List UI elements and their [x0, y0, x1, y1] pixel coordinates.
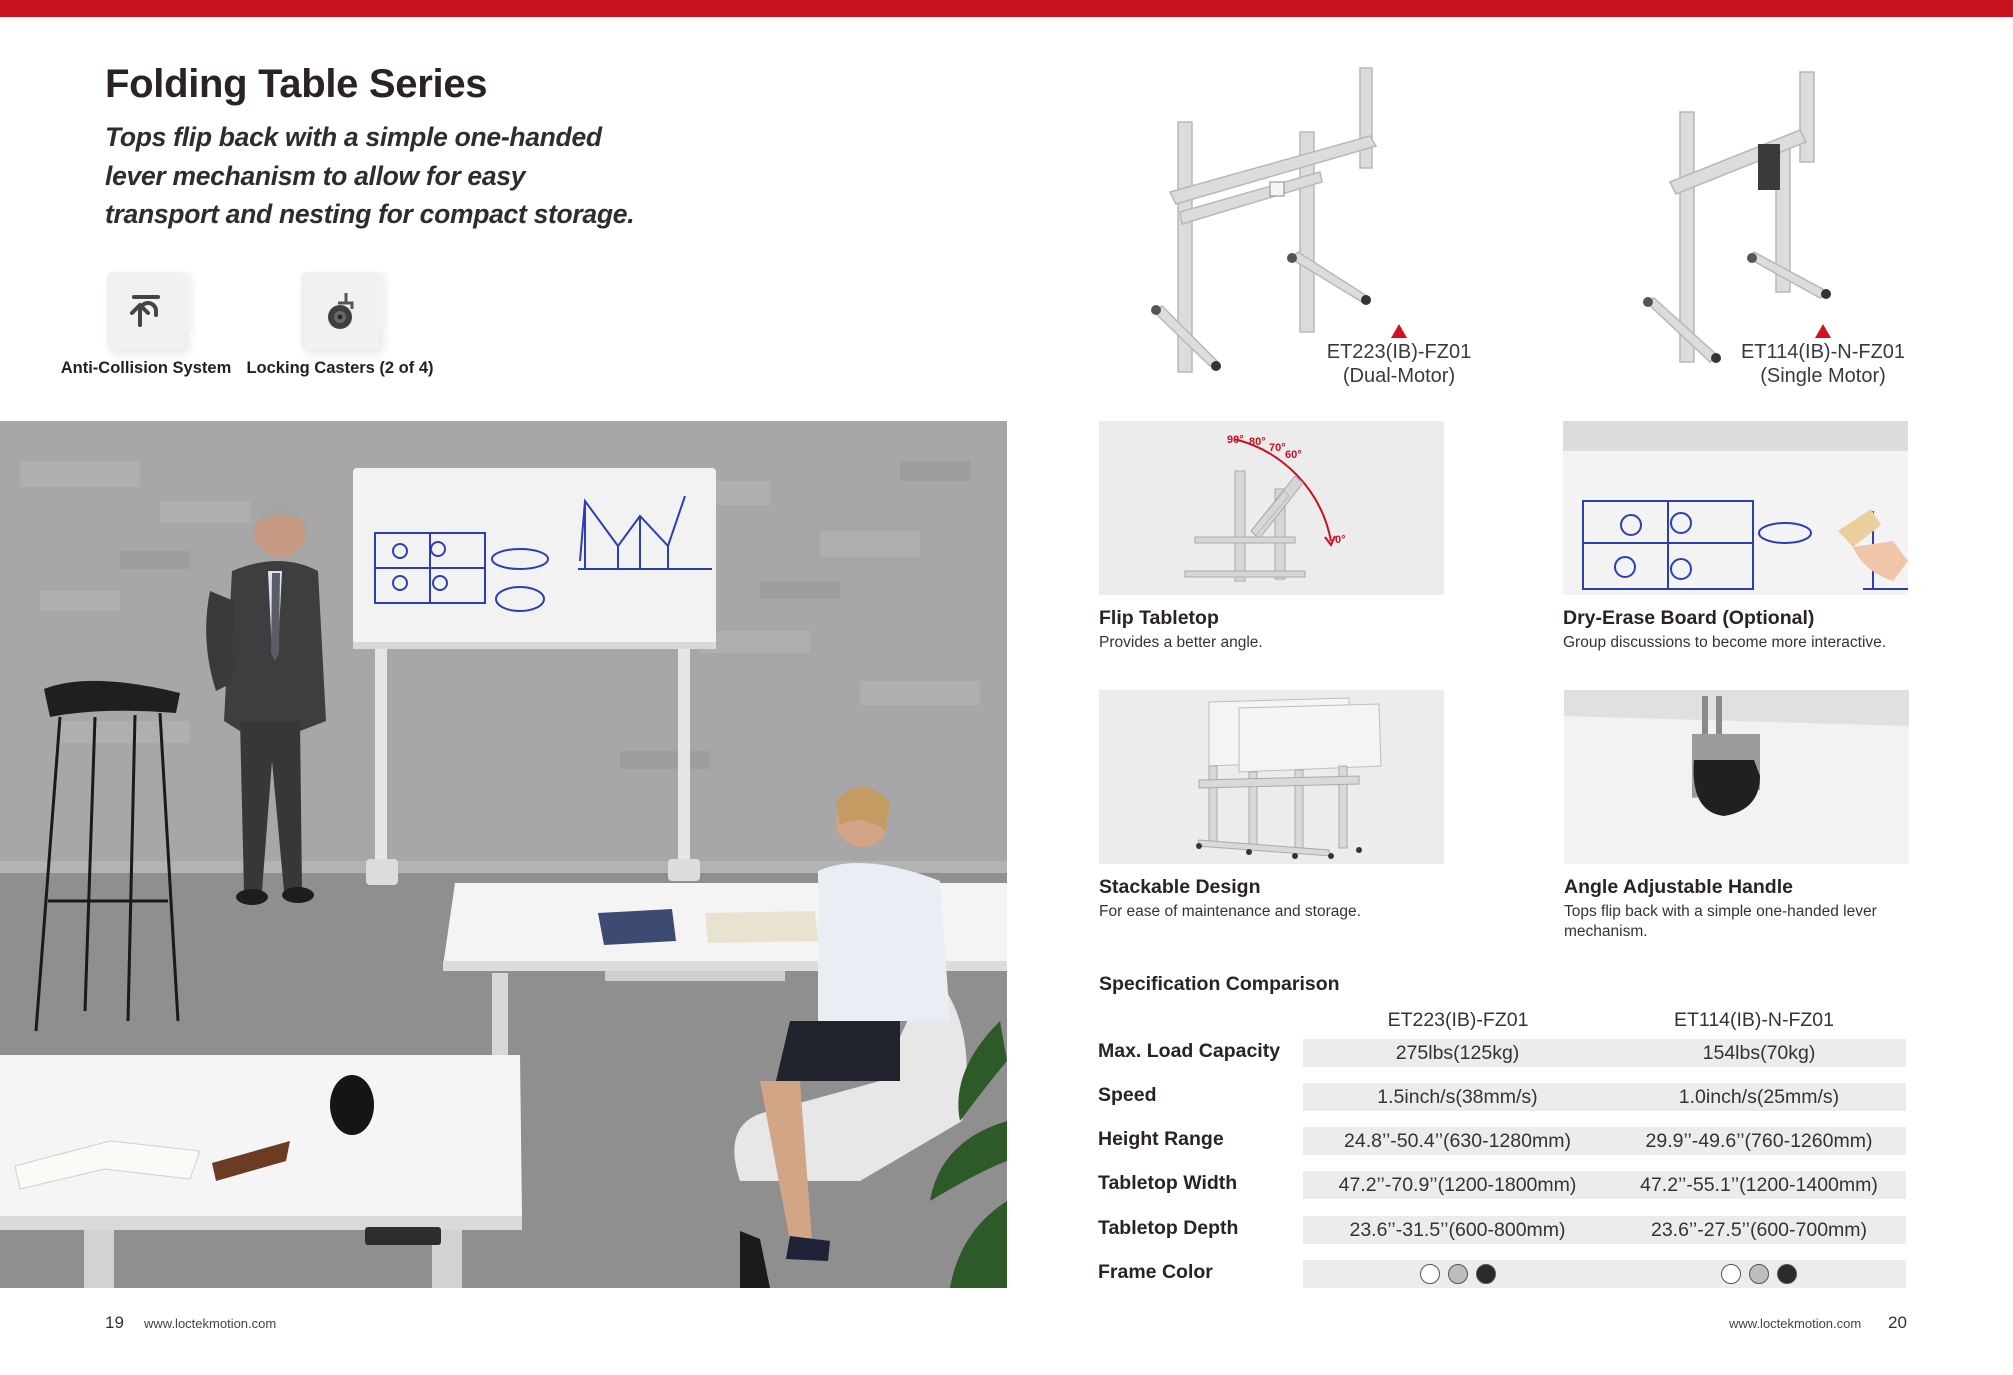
angle-label: 70° — [1269, 442, 1286, 454]
card-title: Flip Tabletop — [1099, 607, 1219, 629]
spec-cell: 23.6’’-31.5’’(600-800mm) — [1303, 1216, 1612, 1244]
page-subtitle: Tops flip back with a simple one-handed lever mechanism to allow for easy transport and nesting for compact storage. — [105, 122, 635, 229]
spec-row-label: Tabletop Width — [1098, 1172, 1238, 1194]
spec-row-label: Max. Load Capacity — [1098, 1040, 1281, 1062]
spec-row-frame-color — [1098, 1260, 1906, 1288]
spec-row — [1098, 1171, 1906, 1199]
spec-cell: 1.0inch/s(25mm/s) — [1612, 1083, 1906, 1111]
card-title: Angle Adjustable Handle — [1564, 876, 1793, 898]
card-description: Provides a better angle. — [1099, 634, 1263, 651]
spec-row-label: Speed — [1098, 1084, 1157, 1106]
angle-label: 90° — [1227, 434, 1244, 446]
card-dry-erase-board — [1563, 421, 1908, 653]
feature-label: Locking Casters (2 of 4) — [246, 359, 434, 377]
caster-wheel-icon — [301, 272, 379, 350]
card-angle-adjustable-handle — [1564, 690, 1909, 942]
spec-cell: 23.6’’-27.5’’(600-700mm) — [1612, 1216, 1906, 1244]
spec-row — [1098, 1216, 1906, 1244]
model-type: (Single Motor) — [1760, 365, 1886, 387]
color-swatch-grey — [1448, 1264, 1468, 1284]
color-swatch-black — [1476, 1264, 1496, 1284]
spec-cell: 1.5inch/s(38mm/s) — [1303, 1083, 1612, 1111]
pointer-arrow-icon — [1391, 324, 1407, 338]
angle-label: 80° — [1249, 436, 1266, 448]
model-type: (Dual-Motor) — [1342, 365, 1456, 387]
page-number-left: 19 — [105, 1313, 124, 1332]
website-url-left: www.loctekmotion.com — [144, 1316, 277, 1331]
page-title: Folding Table Series — [105, 62, 488, 106]
feature-label: Anti-Collision System — [60, 359, 232, 377]
hero-office-scene — [0, 421, 1007, 1288]
model-caption-dual — [1326, 324, 1472, 388]
model-code: ET223(IB)-FZ01 — [1326, 341, 1472, 363]
frame-color-swatches — [1303, 1260, 1612, 1288]
spec-row — [1098, 1083, 1906, 1111]
color-swatch-white — [1721, 1264, 1741, 1284]
spec-cell: 47.2’’-70.9’’(1200-1800mm) — [1303, 1171, 1612, 1199]
spec-row-label: Tabletop Depth — [1098, 1217, 1239, 1239]
spec-row-label: Height Range — [1098, 1128, 1224, 1150]
spec-row — [1098, 1039, 1906, 1067]
stackable-design-image — [1099, 690, 1444, 864]
dry-erase-board-image — [1563, 421, 1908, 595]
spec-cell: 154lbs(70kg) — [1612, 1039, 1906, 1067]
pointer-arrow-icon — [1815, 324, 1831, 338]
top-accent-bar — [0, 0, 2013, 17]
card-description: For ease of maintenance and storage. — [1099, 903, 1361, 920]
spec-row-label: Frame Color — [1098, 1261, 1213, 1283]
card-description: Group discussions to become more interactive. — [1563, 634, 1887, 651]
spec-row — [1098, 1127, 1906, 1155]
spec-column-header: ET223(IB)-FZ01 — [1387, 1009, 1529, 1031]
card-description: Tops flip back with a simple one-handed lever mechanism. — [1564, 903, 1877, 940]
feature-locking-casters — [220, 272, 460, 378]
card-title: Dry-Erase Board (Optional) — [1563, 607, 1815, 629]
card-title: Stackable Design — [1099, 876, 1261, 898]
website-url-right: www.loctekmotion.com — [1729, 1316, 1862, 1331]
frame-color-swatches — [1612, 1260, 1906, 1288]
spec-cell: 47.2’’-55.1’’(1200-1400mm) — [1612, 1171, 1906, 1199]
color-swatch-black — [1777, 1264, 1797, 1284]
flip-tabletop-image — [1099, 421, 1444, 595]
model-code: ET114(IB)-N-FZ01 — [1740, 341, 1906, 363]
angle-label: 0° — [1335, 534, 1346, 546]
anti-collision-icon — [107, 272, 185, 350]
page-number-right: 20 — [1888, 1313, 1907, 1332]
spec-column-header: ET114(IB)-N-FZ01 — [1674, 1009, 1834, 1031]
spec-comparison-title: Specification Comparison — [1099, 973, 1340, 995]
color-swatch-white — [1420, 1264, 1440, 1284]
color-swatch-grey — [1749, 1264, 1769, 1284]
card-flip-tabletop — [1099, 421, 1444, 653]
angle-label: 60° — [1285, 449, 1302, 461]
spec-cell: 29.9’’-49.6’’(760-1260mm) — [1612, 1127, 1906, 1155]
angle-adjustable-handle-image — [1564, 690, 1909, 864]
spec-cell: 275lbs(125kg) — [1303, 1039, 1612, 1067]
model-caption-single — [1738, 324, 1908, 388]
card-stackable-design — [1099, 690, 1444, 922]
spec-cell: 24.8’’-50.4’’(630-1280mm) — [1303, 1127, 1612, 1155]
